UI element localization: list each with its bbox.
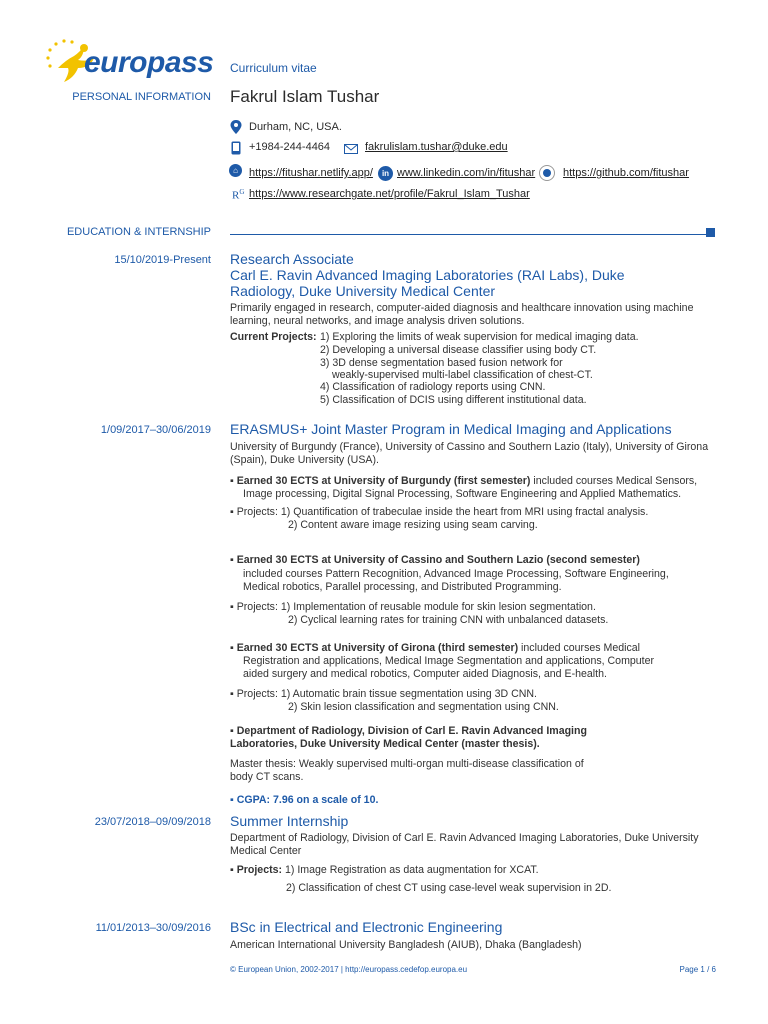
entry-date: 1/09/2017–30/06/2019 (100, 424, 211, 436)
project-item: 2) Developing a universal disease classifier using body CT. (320, 344, 597, 356)
bullet-line: aided surgery and medical robotics, Computer aided Diagnosis, and E-health. (243, 668, 607, 680)
bullet-item: ▪ Projects: 1) Quantification of trabeculae inside the heart from MRI using fractal analysis. (230, 506, 649, 518)
cgpa-item: ▪ CGPA: 7.96 on a scale of 10. (230, 794, 379, 806)
phone-icon (231, 141, 241, 155)
bullet-line: 2) Cyclical learning rates for training CNN with unbalanced datasets. (288, 614, 609, 626)
entry-desc: University of Burgundy (France), University of Cassino and Southern Lazio (Italy), University of Girona (230, 441, 709, 453)
entry-desc: Department of Radiology, Division of Carl E. Ravin Advanced Imaging Laboratories, Duke University (230, 832, 699, 844)
footer-page: Page 1 / 6 (679, 965, 716, 974)
bullet-line: Registration and applications, Medical Image Segmentation and applications, Computer (243, 655, 655, 667)
doc-title: Curriculum vitae (230, 61, 317, 75)
bullet-item: ▪ Earned 30 ECTS at University of Girona (third semester) included courses Medical (230, 642, 640, 654)
bullet-line: included courses Pattern Recognition, Advanced Image Processing, Software Engineering, (243, 568, 669, 580)
website-link[interactable]: https://fitushar.netlify.app/ (249, 167, 373, 179)
entry-date: 11/01/2013–30/09/2016 (95, 922, 211, 934)
bullet-item: ▪ Department of Radiology, Division of Carl E. Ravin Advanced Imaging (230, 725, 587, 737)
bullet-line: Medical robotics, Parallel processing, and Distributed Programming. (243, 581, 562, 593)
bullet-line: Image processing, Digital Signal Processing, Software Engineering and Applied Mathematics. (243, 488, 682, 500)
entry-org-line: Carl E. Ravin Advanced Imaging Laboratories (RAI Labs), Duke (230, 267, 625, 283)
thesis-text: Master thesis: Weakly supervised multi-organ multi-disease classification of (230, 758, 584, 770)
thesis-text: body CT scans. (230, 771, 304, 783)
website-icon: ⌂ (229, 164, 242, 177)
entry-title: ERASMUS+ Joint Master Program in Medical Imaging and Applications (230, 421, 672, 437)
bullet-item: ▪ Projects: 1) Implementation of reusable module for skin lesion segmentation. (230, 601, 596, 613)
email-icon (344, 144, 358, 154)
personal-info-label: PERSONAL INFORMATION (72, 91, 211, 103)
entry-org-line: Radiology, Duke University Medical Center (230, 283, 496, 299)
location-pin-icon (230, 120, 242, 134)
entry-desc: learning, neural networks, and image analysis driven solutions. (230, 315, 525, 327)
entry-date: 15/10/2019-Present (114, 254, 211, 266)
email-link[interactable]: fakrulislam.tushar@duke.edu (365, 141, 508, 153)
linkedin-icon: in (378, 166, 393, 181)
github-link[interactable]: https://github.com/fitushar (563, 167, 689, 179)
entry-title: Summer Internship (230, 813, 349, 829)
project-item: 1) Exploring the limits of weak supervision for medical imaging data. (320, 331, 639, 343)
bullet-line: 2) Content aware image resizing using seam carving. (288, 519, 538, 531)
entry-desc: (Spain), Duke University (USA). (230, 454, 379, 466)
section-title: EDUCATION & INTERNSHIP (66, 226, 211, 238)
researchgate-icon: $R^G$ (232, 188, 245, 202)
entry-title: Research Associate (230, 251, 354, 267)
entry-date: 23/07/2018–09/09/2018 (94, 816, 211, 828)
location-text: Durham, NC, USA. (249, 121, 342, 133)
entry-desc: Medical Center (230, 845, 302, 857)
bullet-item: ▪ Projects: 1) Automatic brain tissue segmentation using 3D CNN. (230, 688, 537, 700)
project-item: 4) Classification of radiology reports using CNN. (320, 381, 546, 393)
projects-label: Current Projects: (230, 331, 317, 343)
phone-number[interactable]: +1984-244-4464 (249, 141, 331, 153)
bullet-item: ▪ Projects: 1) Image Registration as data augmentation for XCAT. (230, 864, 539, 876)
section-marker (706, 228, 715, 237)
entry-desc: American International University Bangladesh (AIUB), Dhaka (Bangladesh) (230, 939, 582, 951)
entry-desc: Primarily engaged in research, computer-aided diagnosis and healthcare innovation using machine (230, 302, 694, 314)
europass-logo (44, 38, 214, 88)
person-name: Fakrul Islam Tushar (230, 87, 380, 106)
bullet-line: Laboratories, Duke University Medical Center (master thesis). (230, 738, 540, 750)
bullet-item: ▪ Earned 30 ECTS at University of Burgundy (first semester) included courses Medical Sensors, (230, 475, 698, 487)
bullet-line: 2) Classification of chest CT using case-level weak supervision in 2D. (286, 882, 612, 894)
linkedin-link[interactable]: www.linkedin.com/in/fitushar (397, 167, 536, 179)
entry-title: BSc in Electrical and Electronic Engineering (230, 919, 503, 935)
section-divider (230, 234, 706, 235)
project-item: weakly-supervised multi-label classification of chest-CT. (332, 369, 593, 381)
researchgate-link[interactable]: https://www.researchgate.net/profile/Fakrul_Islam_Tushar (249, 188, 530, 200)
bullet-line: 2) Skin lesion classification and segmentation using CNN. (288, 701, 559, 713)
github-icon (539, 165, 555, 181)
footer-copyright: © European Union, 2002-2017 | http://europass.cedefop.europa.eu (230, 965, 468, 974)
logo-text: europass (84, 46, 214, 79)
project-item: 3) 3D dense segmentation based fusion network for (320, 357, 563, 369)
project-item: 5) Classification of DCIS using different institutional data. (320, 394, 587, 406)
bullet-item: ▪ Earned 30 ECTS at University of Cassino and Southern Lazio (second semester) (230, 554, 640, 566)
